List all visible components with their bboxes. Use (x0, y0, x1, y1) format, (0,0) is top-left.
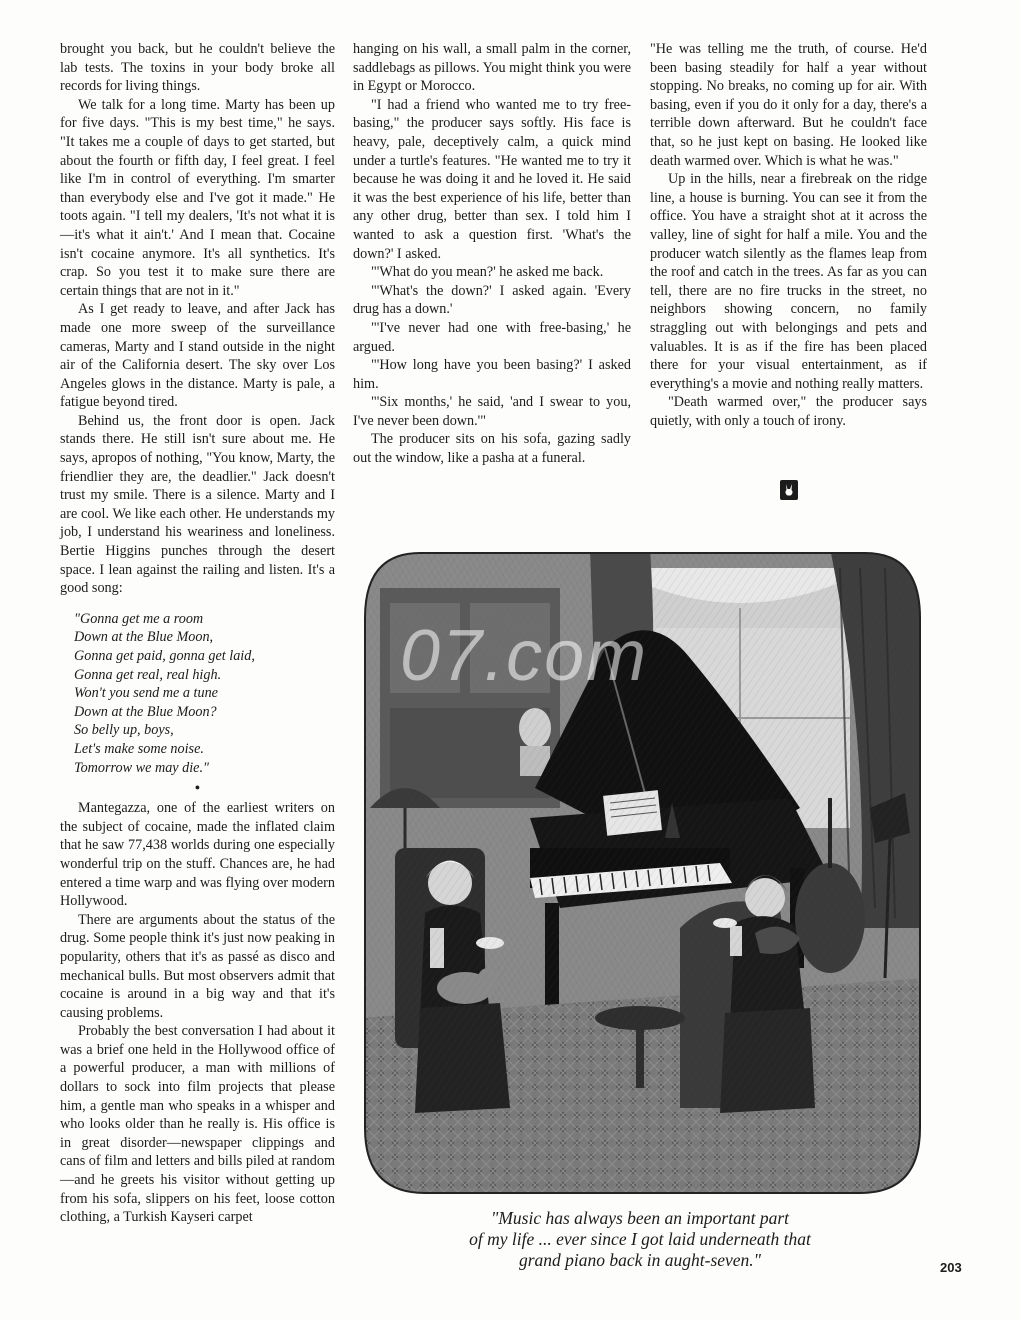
lyric-line: Let's make some noise. (74, 740, 204, 757)
lyric-line: Down at the Blue Moon? (74, 703, 217, 720)
article-column-3 (650, 40, 927, 430)
paragraph: We talk for a long time. Marty has been up for five days. "This is my best time," he says. "It takes me a couple of days to get started, but about the fourth or fifth day, I feel great. I feel like I'm in control of everything. I'm smarter than everybody else and I've got it made." He toots again. "I tell my dealers, 'It's not what it is—it's what it ain't.' And I mean that. Cocaine isn't cocaine anymore. It's all synthetics. It's crap. So you test it to make sure there are certain things that are not in it." (60, 96, 335, 299)
article-column-2 (353, 40, 631, 468)
paragraph: Probably the best conversation I had about it was a brief one held in the Hollywood office of a powerful producer, a man with millions of dollars to sock into film projects that please him, a gentle man who speaks in a whisper and who looks older than he really is. His office is in great disorder—newspaper clippings and cans of film and letters and bills piled at random—and he greets his visitor without getting up from his sofa, slippers on his feet, loose cotton clothing, a Turkish Kayseri carpet (60, 1023, 335, 1226)
paragraph: "'Six months,' he said, 'and I swear to you, I've never been down.'" (353, 394, 631, 429)
page-number: 203 (940, 1260, 962, 1275)
lyric-line: Tomorrow we may die." (74, 759, 209, 776)
lyric-line: Gonna get paid, gonna get laid, (74, 648, 255, 664)
caption-line: of my life ... ever since I got laid underneath that (469, 1229, 811, 1249)
paragraph: The producer sits on his sofa, gazing sadly out the window, like a pasha at a funeral. (353, 431, 631, 467)
article-column-1 (60, 40, 335, 1227)
rabbit-head-icon (780, 480, 798, 500)
song-lyrics (74, 610, 335, 777)
paragraph: There are arguments about the status of the drug. Some people think it's just now peaking in popularity, others that it's as passé as disco and mechanical bulls. But most observers admit that cocaine is around in a big way and that it's causing problems. (60, 911, 335, 1021)
paragraph: "'What's the down?' I asked again. 'Every drug has a down.' (353, 282, 631, 318)
paragraph: "'How long have you been basing?' I asked him. (353, 357, 631, 392)
lyric-line: Down at the Blue Moon, (74, 629, 214, 646)
caption-line: "Music has always been an important part (490, 1208, 790, 1228)
paragraph: Up in the hills, near a firebreak on the ridge line, a house is burning. You can see it from the office. You have a straight shot at it across the valley, line of sight for half a mile. You and the producer watch silently as the flames leap from the roof and catch in the trees. As far as you can tell, there are no fire trucks in the street, no neighbors showing concern, no family straggling out with belongings and pets and valuables. It is as if the fire has been placed there for your visual entertainment, as if everything's a movie and nothing really matters. (650, 171, 927, 392)
paragraph: "'What do you mean?' he asked me back. (371, 264, 604, 281)
paragraph: "Death warmed over," the producer says quietly, with only a touch of irony. (650, 394, 927, 429)
watermark: 07.com (400, 616, 649, 696)
paragraph: "I had a friend who wanted me to try free-basing," the producer says softly. His face is heavy, pale, deceptively calm, a quick mind under a turtle's features. "He wanted me to try it because he was doing it and he loved it. He said it was the best experience of his life, better than any other drug, better than sex. I told him I wanted to ask a question first. 'What's the down?' I asked. (353, 96, 631, 262)
cartoon-caption (430, 1208, 850, 1271)
lyric-line: Won't you send me a tune (74, 685, 218, 702)
paragraph: brought you back, but he couldn't believe the lab tests. The toxins in your body broke all records for living things. (60, 41, 335, 95)
paragraph: Mantegazza, one of the earliest writers on the subject of cocaine, made the inflated claim that he saw 77,438 worlds during one especially wonderful trip on the stuff. Chances are, he had entered a time warp and was flying over modern Hollywood. (60, 800, 335, 910)
lyric-line: Gonna get real, real high. (74, 666, 222, 683)
paragraph: hanging on his wall, a small palm in the corner, saddlebags as pillows. You might think you were in Egypt or Morocco. (353, 41, 631, 95)
lyric-line: "Gonna get me a room (74, 610, 204, 627)
paragraph: As I get ready to leave, and after Jack has made one more sweep of the surveillance cameras, Marty and I stand outside in the night air of the California desert. The sky over Los Angeles glows in the distance. Marty is pale, a fatigue beyond tired. (60, 301, 335, 411)
lyric-line: So belly up, boys, (74, 722, 174, 739)
paragraph: "He was telling me the truth, of course. He'd been basing steadily for half a year without stopping. No breaks, no coming up for air. With basing, even if you do it only for a day, there's a terrible down afterward. But he couldn't face that, so he just kept on basing. He looked like death warmed over. Which is what he was." (650, 41, 927, 169)
caption-line: grand piano back in aught-seven." (518, 1250, 762, 1270)
section-separator: ● (194, 782, 201, 793)
paragraph: "'I've never had one with free-basing,' he argued. (353, 319, 631, 355)
paragraph: Behind us, the front door is open. Jack stands there. He still isn't sure about me. He says, apropos of nothing, "You know, Marty, the friendlier they are, the deadlier." Jack doesn't trust my smile. There is a silence. Marty and I are cool. We like each other. He understands my job, I understand his weariness and loneliness. Bertie Higgins punches through the desert space. I lean against the railing and listen. It's a good song: (60, 412, 335, 597)
